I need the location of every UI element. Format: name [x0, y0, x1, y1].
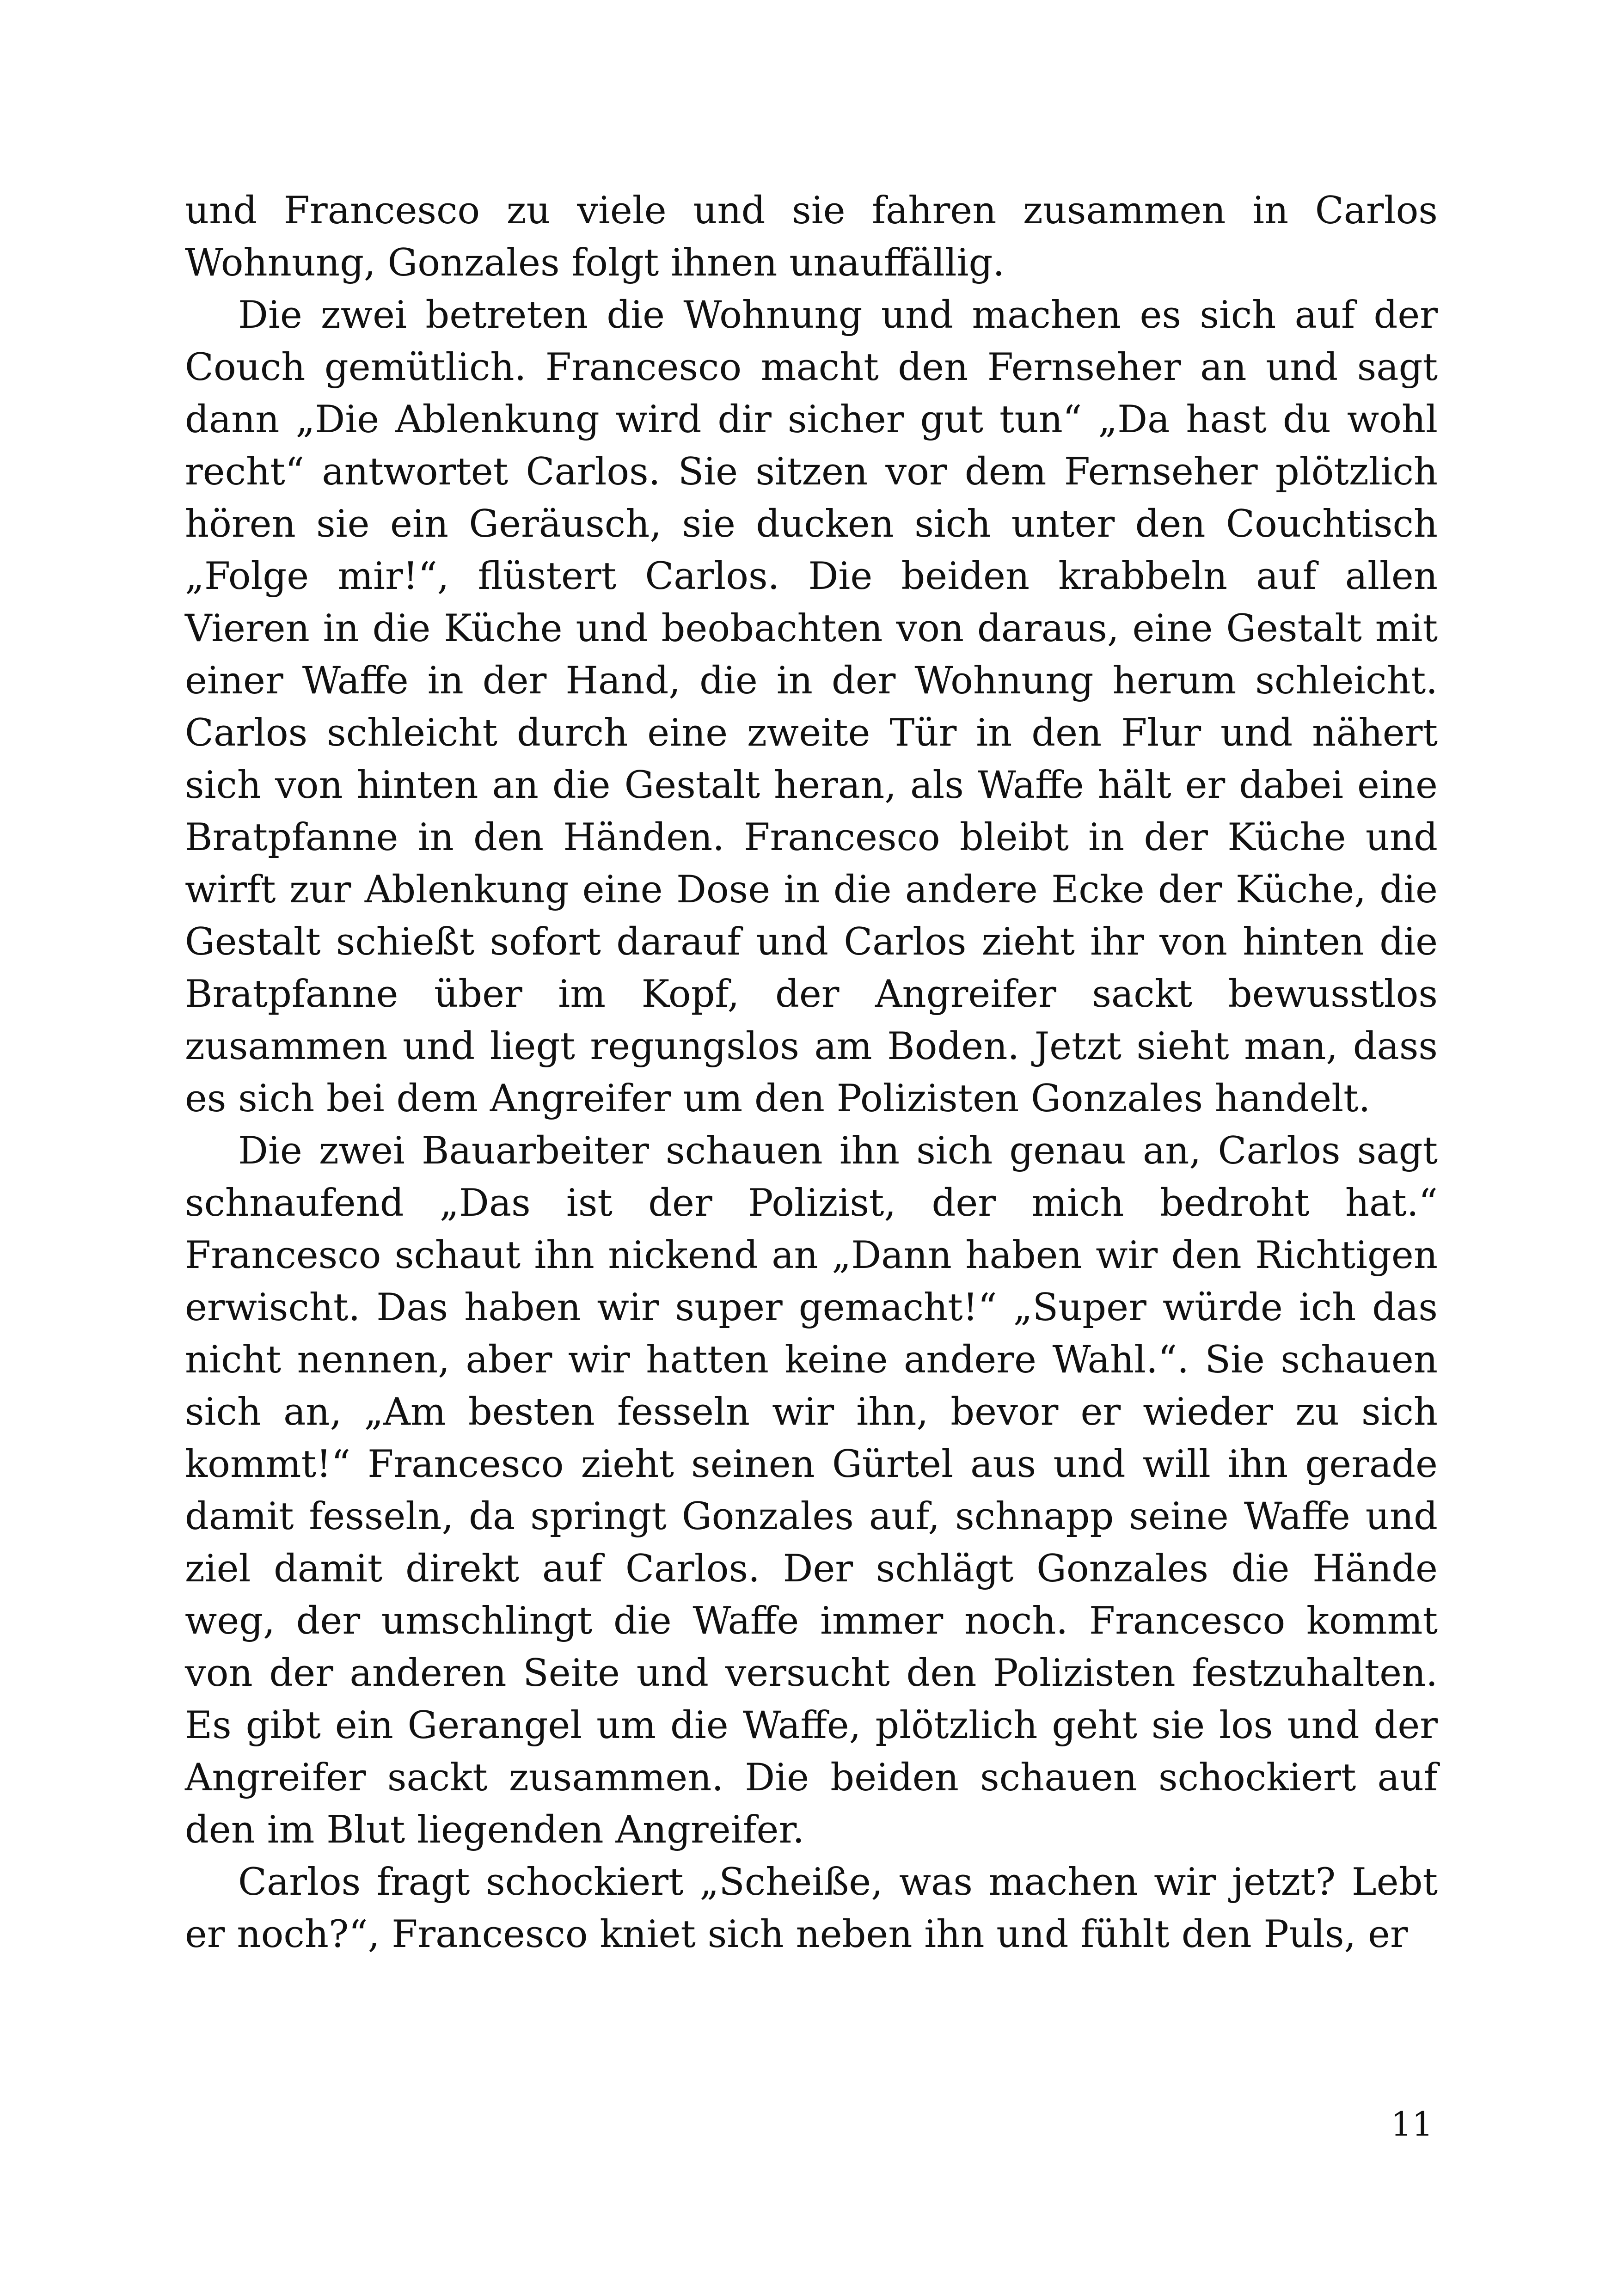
paragraph-1: und Francesco zu viele und sie fahren zusammen in Carlos Wohnung, Gonzales folgt ihnen unauffällig. [185, 189, 1438, 285]
paragraph-3: Die zwei Bauarbeiter schauen ihn sich genau an, Carlos sagt schnaufend „Das ist der Polizist, der mich bedroht hat.“ Francesco schaut ihn nickend an „Dann haben wir den Richtigen erwischt. Das haben wir super gemacht!“ „Super würde ich das nicht nennen, aber wir hatten keine andere Wahl.“. Sie schauen sich an, „Am besten fesseln wir ihn, bevor er wieder zu sich kommt!“ Francesco zieht seinen Gürtel aus und will ihn gerade damit fesseln, da springt Gonzales auf, schnapp seine Waffe und ziel damit direkt auf Carlos. Der schlägt Gonzales die Hände weg, der umschlingt die Waffe immer noch. Francesco kommt von der anderen Seite und versucht den Polizisten festzuhalten. Es gibt ein Gerangel um die Waffe, plötzlich geht sie los und der Angreifer sackt zusammen. Die beiden schauen schockiert auf den im Blut liegenden Angreifer. [185, 1129, 1438, 1852]
paragraph-4: Carlos fragt schockiert „Scheiße, was machen wir jetzt? Lebt er noch?“, Francesco kniet sich neben ihn und fühlt den Puls, er [185, 1861, 1438, 1956]
paragraph-2: Die zwei betreten die Wohnung und machen es sich auf der Couch gemütlich. Francesco macht den Fernseher an und sagt dann „Die Ablenkung wird dir sicher gut tun“ „Da hast du wohl recht“ antwortet Carlos. Sie sitzen vor dem Fernseher plötzlich hören sie ein Geräusch, sie ducken sich unter den Couchtisch „Folge mir!“, flüstert Carlos. Die beiden krabbeln auf allen Vieren in die Küche und beobachten von daraus, eine Gestalt mit einer Waffe in der Hand, die in der Wohnung herum schleicht. Carlos schleicht durch eine zweite Tür in den Flur und nähert sich von hinten an die Gestalt heran, als Waffe hält er dabei eine Bratpfanne in den Händen. Francesco bleibt in der Küche und wirft zur Ablenkung eine Dose in die andere Ecke der Küche, die Gestalt schießt sofort darauf und Carlos zieht ihr von hinten die Bratpfanne über im Kopf, der Angreifer sackt bewusstlos zusammen und liegt regungslos am Boden. Jetzt sieht man, dass es sich bei dem Angreifer um den Polizisten Gonzales handelt. [185, 294, 1438, 1120]
body-text [185, 185, 1438, 1961]
page-number: 11 [1391, 2105, 1433, 2143]
